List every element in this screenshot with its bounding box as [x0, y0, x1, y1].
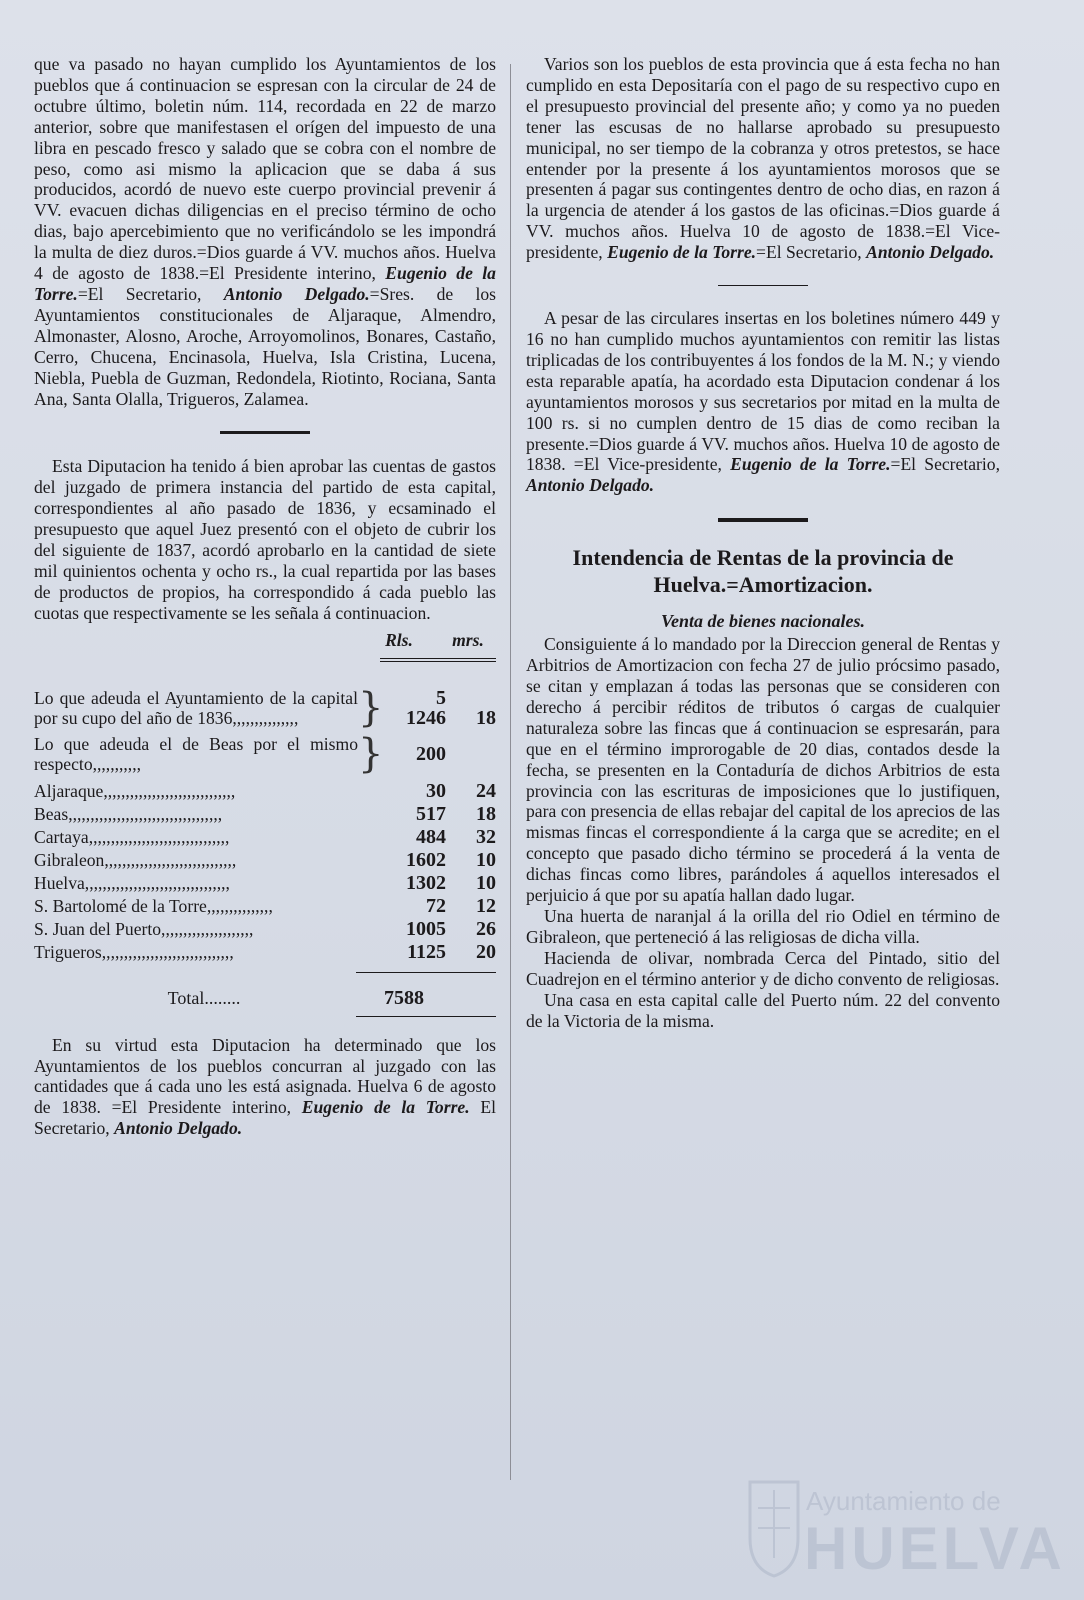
table-row — [34, 849, 496, 872]
section-subheading: Venta de bienes nacionales. — [660, 611, 865, 632]
row-label: Huelva,,,,,,,,,,,,,,,,,,,,,,,,,,,,,,,,, — [34, 873, 230, 894]
row-mrs: 18 — [476, 803, 496, 826]
watermark-line1: Ayuntamiento de — [806, 1486, 1001, 1516]
row-rls: 517 — [416, 803, 446, 826]
quota-table — [34, 630, 496, 1017]
table-row — [34, 730, 496, 777]
paragraph-depositaria: Varios son los pueblos de esta provincia que á esta fecha no han cumplido en esta Depositaría con el pago de su respectivo cupo en el presupuesto provincial del presente año; y como ya no pueden tener las escusas de no hallarse aprobado su presupuesto municipal, no ser tiempo de la cobranza y otros pretestos, se hace entender por la presente á los ayuntamientos morosos que se presenten á pagar sus contingentes dentro de ocho dias, en razon á la urgencia de atender á los gastos de las oficinas.=Dios guarde á VV. muchos años. Huelva 10 de agosto de 1838.=El Vice-presidente, Eugenio de la Torre.=El Secretario, Antonio Delgado. — [526, 54, 1000, 263]
brace-icon: } — [358, 684, 384, 731]
table-header — [34, 630, 496, 654]
row-rls-extra: 5 — [436, 686, 446, 709]
row-label: Beas,,,,,,,,,,,,,,,,,,,,,,,,,,,,,,,,,,, — [34, 804, 223, 825]
table-row — [34, 918, 496, 941]
row-mrs: 18 — [476, 706, 496, 729]
table-row — [34, 803, 496, 826]
row-mrs: 26 — [476, 918, 496, 941]
row-label: S. Bartolomé de la Torre,,,,,,,,,,,,,,, — [34, 896, 273, 917]
table-row — [34, 895, 496, 918]
section-separator — [718, 285, 808, 286]
column-divider — [510, 64, 511, 1480]
paragraph-amortizacion: Consiguiente á lo mandado por la Direccion general de Rentas y Arbitrios de Amortizacion con fecha 27 de julio prócsimo pasado, se citan y emplazan á todas las personas que se consideren con derecho á percibir réditos de tributos ó cargas de cualquier naturaleza sobre las fincas que á continuacion se espresarán, para que en el término improrogable de 20 dias, contados desde la fecha, se presenten en la Contaduría de dichos Arbitrios de esta provincia con las escrituras de imposiciones que lo justifiquen, para con presencia de ellas rebajar del capital de los aprecios de las mismas fincas el correspondiente á la carga que se acredite; en el concepto que pasado dicho término se procederá á la venta de dichas fincas como libres, parándoles á aquellos interesados el perjuicio á que por su apatía hallan dado lugar. — [526, 634, 1000, 906]
row-mrs: 24 — [476, 780, 496, 803]
row-label: Trigueros,,,,,,,,,,,,,,,,,,,,,,,,,,,,,, — [34, 942, 234, 963]
row-rls: 30 — [426, 780, 446, 803]
table-header-rule — [380, 658, 496, 662]
row-rls: 1246 — [406, 706, 446, 729]
total-rule-bottom — [356, 1016, 496, 1017]
row-rls: 1302 — [406, 872, 446, 895]
watermark — [746, 1478, 1066, 1588]
row-label: Lo que adeuda el Ayuntamiento de la capital por su cupo del año de 1836,,,,,,,,,,,,,,, — [34, 687, 358, 728]
paragraph-juzgado-accounts: Esta Diputacion ha tenido á bien aprobar las cuentas de gastos del juzgado de primera instancia del partido de esta capital, correspondientes al año pasado de 1836, y ecsaminado el presupuesto que aquel Juez presentó con el objeto de cubrir los del siguiente de 1837, acordó aprobarlo en la cantidad de siete mil quinientos ochenta y ocho rs., la cual repartida por las bases de productos de propios, ha correspondido á cada pueblo las cuotas que respectivamente se les señala á continuacion. — [34, 456, 496, 623]
row-rls: 1125 — [407, 941, 446, 964]
paragraph-peso-tax: que va pasado no hayan cumplido los Ayuntamientos de los pueblos que á continuacion se espresan con la circular de 24 de octubre último, boletin núm. 114, recordada en 22 de marzo anterior, sobre que manifestasen el orígen del impuesto de una libra en pescado fresco y salado que se cobra con el nombre de peso, como asi mismo la aplicacion que se daba á sus producidos, acordó de nuevo este cuerpo provincial prevenir á VV. evacuen dichas diligencias en el preciso término de ocho dias, bajo apercebimiento que no verificándolo se les impondrá la multa de diez duros.=Dios guarde á VV. muchos años. Huelva 4 de agosto de 1838.=El Presidente interino, Eugenio de la Torre.=El Secretario, Antonio Delgado.=Sres. de los Ayuntamientos constitucionales de Aljaraque, Almendro, Almonaster, Alosno, Aroche, Arroyomolinos, Bonares, Castaño, Cerro, Chucena, Encinasola, Huelva, Isla Cristina, Lucena, Niebla, Puebla de Guzman, Redondela, Riotinto, Rociana, Santa Ana, Santa Olalla, Trigueros, Zalamea. — [34, 54, 496, 409]
section-separator — [718, 518, 808, 522]
table-row — [34, 684, 496, 731]
row-rls: 200 — [416, 742, 446, 765]
paragraph-juzgado-resolution: En su virtud esta Diputacion ha determinado que los Ayuntamientos de los pueblos concurran al juzgado con las cantidades que á cada uno les está asignada. Huelva 6 de agosto de 1838. =El Presidente interino, Eugenio de la Torre. El Secretario, Antonio Delgado. — [34, 1034, 496, 1139]
section-separator — [220, 431, 310, 434]
city-shield-icon — [746, 1478, 802, 1578]
paragraph-hacienda: Hacienda de olivar, nombrada Cerca del Pintado, sitio del Cuadrejon en el término anterior y de dicho convento de religiosas. — [526, 947, 1000, 989]
left-column — [34, 54, 496, 1139]
row-rls: 1602 — [406, 849, 446, 872]
total-rule — [356, 972, 496, 973]
brace-icon: } — [358, 730, 384, 777]
total-value: 7588 — [384, 986, 424, 1009]
col-header-rls: Rls. — [385, 629, 413, 650]
row-label: Cartaya,,,,,,,,,,,,,,,,,,,,,,,,,,,,,,,, — [34, 827, 230, 848]
row-rls: 72 — [426, 895, 446, 918]
row-label: Lo que adeuda el de Beas por el mismo respecto,,,,,,,,,,, — [34, 733, 358, 774]
col-header-mrs: mrs. — [452, 629, 484, 650]
table-row — [34, 872, 496, 895]
watermark-line2: HUELVA — [804, 1515, 1066, 1582]
row-label: Gibraleon,,,,,,,,,,,,,,,,,,,,,,,,,,,,,, — [34, 850, 237, 871]
row-rls: 1005 — [406, 918, 446, 941]
row-mrs: 20 — [476, 941, 496, 964]
total-row — [34, 987, 496, 1010]
row-mrs: 12 — [476, 895, 496, 918]
row-mrs: 32 — [476, 826, 496, 849]
total-label: Total........ — [167, 987, 241, 1008]
row-mrs: 10 — [476, 872, 496, 895]
row-rls: 484 — [416, 826, 446, 849]
table-row — [34, 780, 496, 803]
row-mrs: 10 — [476, 849, 496, 872]
section-heading: Intendencia de Rentas de la provincia de Huelva.=Amortizacion. — [572, 545, 954, 598]
row-label: Aljaraque,,,,,,,,,,,,,,,,,,,,,,,,,,,,,, — [34, 781, 236, 802]
row-label: S. Juan del Puerto,,,,,,,,,,,,,,,,,,,,, — [34, 919, 254, 940]
paragraph-casa: Una casa en esta capital calle del Puerto núm. 22 del convento de la Victoria de la misma. — [526, 989, 1000, 1031]
table-row — [34, 941, 496, 964]
right-column — [526, 54, 1000, 1031]
table-row — [34, 826, 496, 849]
paragraph-contribuyentes: A pesar de las circulares insertas en los boletines número 449 y 16 no han cumplido muchos ayuntamientos con remitir las listas triplicadas de los contribuyentes á los fondos de la M. N.; y viendo esta reparable apatía, ha acordado esta Diputacion condenar á los ayuntamientos morosos y sus secretarios por mitad en la multa de 100 rs. si no cumplen dentro de 15 dias de como reciban la presente.=Dios guarde á VV. muchos años. Huelva 10 de agosto de 1838. =El Vice-presidente, Eugenio de la Torre.=El Secretario, Antonio Delgado. — [526, 308, 1000, 496]
paragraph-huerta: Una huerta de naranjal á la orilla del rio Odiel en término de Gibraleon, que perteneció á las religiosas de dicha villa. — [526, 906, 1000, 947]
